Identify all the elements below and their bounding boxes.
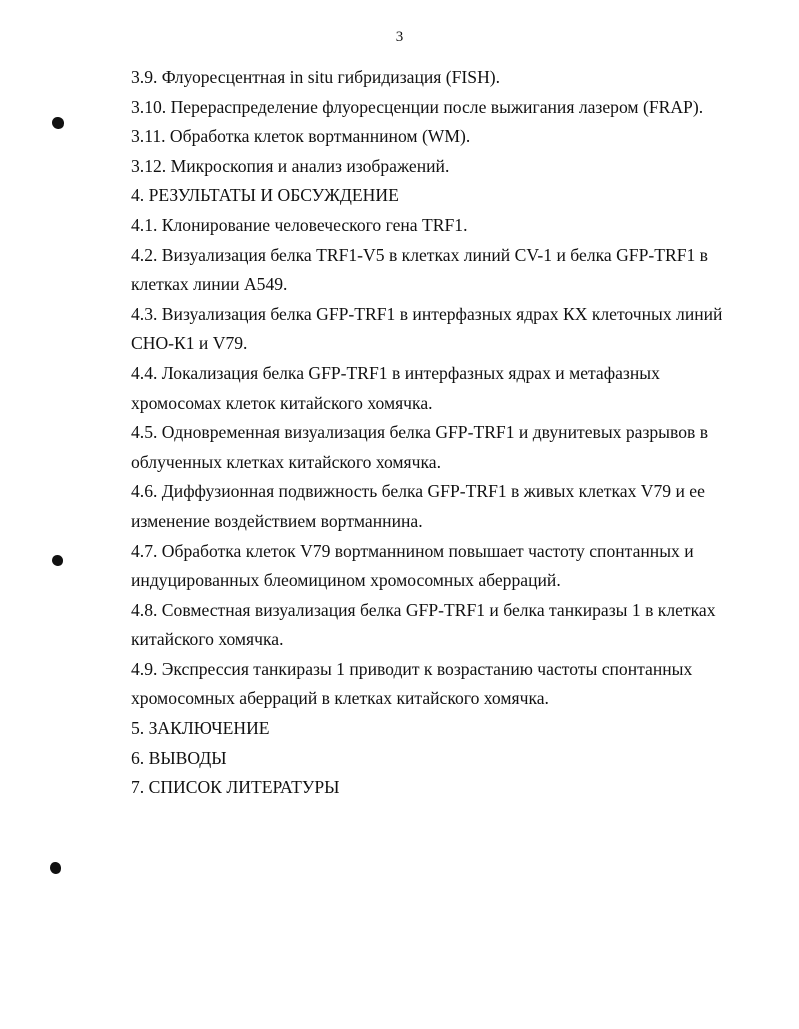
toc-item-4-7: 4.7. Обработка клеток V79 вортманнином повышает частоту спонтанных и индуцированных блеомицином хромосомных аберраций. (131, 540, 694, 591)
page-number: 3 (395, 29, 404, 45)
table-of-contents (131, 63, 741, 803)
toc-item-4-2: 4.2. Визуализация белка TRF1-V5 в клетках линий CV-1 и белка GFP-TRF1 в клетках линии A549. (131, 244, 708, 295)
toc-item-4-6: 4.6. Диффузионная подвижность белка GFP-TRF1 в живых клетках V79 и ее изменение воздействием вортманнина. (131, 481, 705, 531)
toc-item-3-12: 3.12. Микроскопия и анализ изображений. (131, 155, 450, 176)
toc-item-4-1: 4.1. Клонирование человеческого гена TRF1. (131, 214, 468, 235)
punch-hole-mark (52, 117, 64, 129)
punch-hole-mark (52, 555, 63, 566)
toc-item-3-10: 3.10. Перераспределение флуоресценции после выжигания лазером (FRAP). (131, 96, 704, 117)
punch-hole-mark (50, 862, 61, 874)
toc-item-4-4: 4.4. Локализация белка GFP-TRF1 в интерфазных ядрах и метафазных хромосомах клеток китайского хомячка. (131, 362, 660, 413)
toc-item-4: 4. РЕЗУЛЬТАТЫ И ОБСУЖДЕНИЕ (131, 185, 399, 206)
toc-item-4-9: 4.9. Экспрессия танкиразы 1 приводит к возрастанию частоты спонтанных хромосомных аберраций в клетках китайского хомячка. (131, 658, 693, 709)
toc-item-4-8: 4.8. Совместная визуализация белка GFP-TRF1 и белка танкиразы 1 в клетках китайского хомячка. (131, 599, 716, 650)
toc-item-7: 7. СПИСОК ЛИТЕРАТУРЫ (131, 777, 340, 798)
toc-item-4-3: 4.3. Визуализация белка GFP-TRF1 в интерфазных ядрах КХ клеточных линий СНО-К1 и V79. (131, 303, 723, 354)
toc-item-5: 5. ЗАКЛЮЧЕНИЕ (131, 718, 270, 739)
toc-item-4-5: 4.5. Одновременная визуализация белка GFP-TRF1 и двунитевых разрывов в облученных клетках китайского хомячка. (131, 422, 709, 472)
toc-item-3-9: 3.9. Флуоресцентная in situ гибридизация (FISH). (131, 67, 501, 87)
toc-item-6: 6. ВЫВОДЫ (131, 747, 227, 768)
toc-item-3-11: 3.11. Обработка клеток вортманнином (WM). (131, 126, 471, 147)
